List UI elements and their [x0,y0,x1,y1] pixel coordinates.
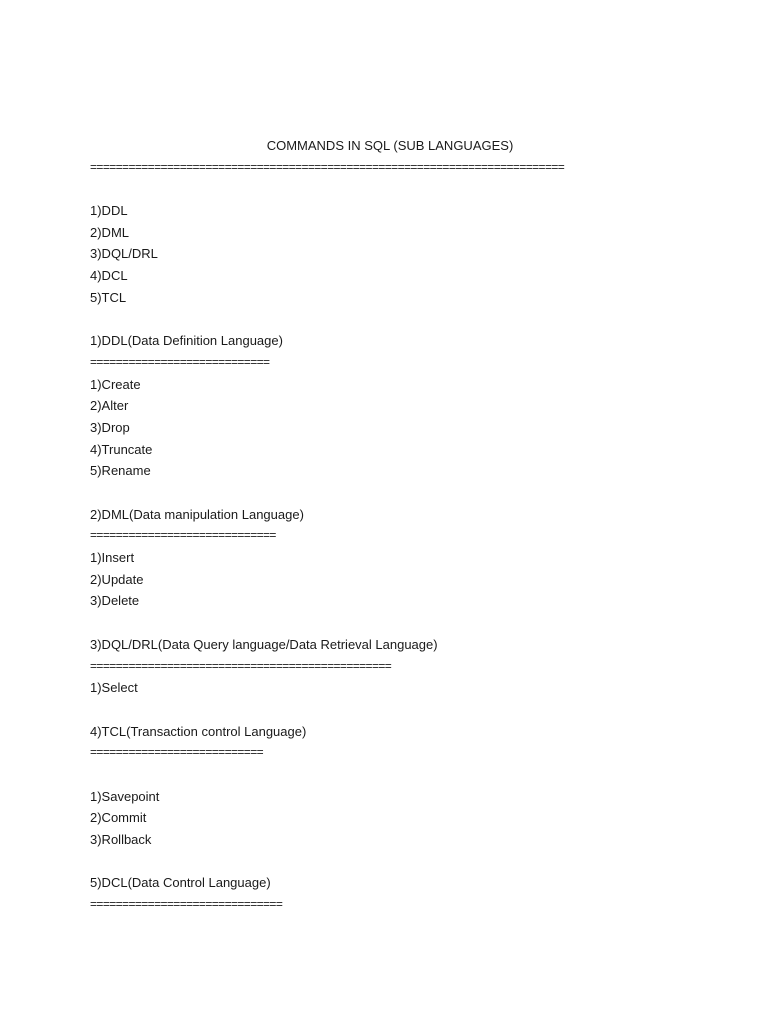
title-rule: ========================================================================== [90,159,565,174]
tcl-rule: =========================== [90,745,264,760]
ddl-rule: ============================ [90,354,270,369]
overview-item-dml: 2)DML [90,224,130,240]
dml-item: 2)Update [90,571,144,587]
dml-heading: 2)DML(Data manipulation Language) [90,506,304,522]
dcl-heading: 5)DCL(Data Control Language) [90,875,271,891]
spacer [90,482,690,504]
tcl-item: 2)Commit [90,810,147,826]
dql-item: 1)Select [90,680,138,696]
spacer [90,764,690,786]
dml-item: 1)Insert [90,550,135,566]
dml-rule: ============================= [90,528,276,543]
ddl-item: 1)Create [90,376,141,392]
overview-item-dql: 3)DQL/DRL [90,246,158,262]
spacer [90,309,690,331]
ddl-item: 5)Rename [90,463,151,479]
overview-item-ddl: 1)DDL [90,203,128,219]
spacer [90,699,690,721]
dql-rule: =============================================== [90,658,392,673]
ddl-item: 2)Alter [90,398,129,414]
tcl-heading: 4)TCL(Transaction control Language) [90,723,307,739]
ddl-item: 3)Drop [90,419,130,435]
spacer [90,851,690,873]
document-body [90,135,690,916]
dcl-rule: ============================== [90,897,283,912]
dml-item: 3)Delete [90,593,140,609]
spacer [90,612,690,634]
ddl-item: 4)Truncate [90,441,153,457]
dql-heading: 3)DQL/DRL(Data Query language/Data Retrieval Language) [90,636,438,652]
overview-item-tcl: 5)TCL [90,289,127,305]
page-title: COMMANDS IN SQL (SUB LANGUAGES) [266,138,514,153]
tcl-item: 3)Rollback [90,832,152,847]
ddl-heading: 1)DDL(Data Definition Language) [90,333,283,349]
overview-item-dcl: 4)DCL [90,268,128,284]
tcl-item: 1)Savepoint [90,788,160,804]
spacer [90,178,690,200]
